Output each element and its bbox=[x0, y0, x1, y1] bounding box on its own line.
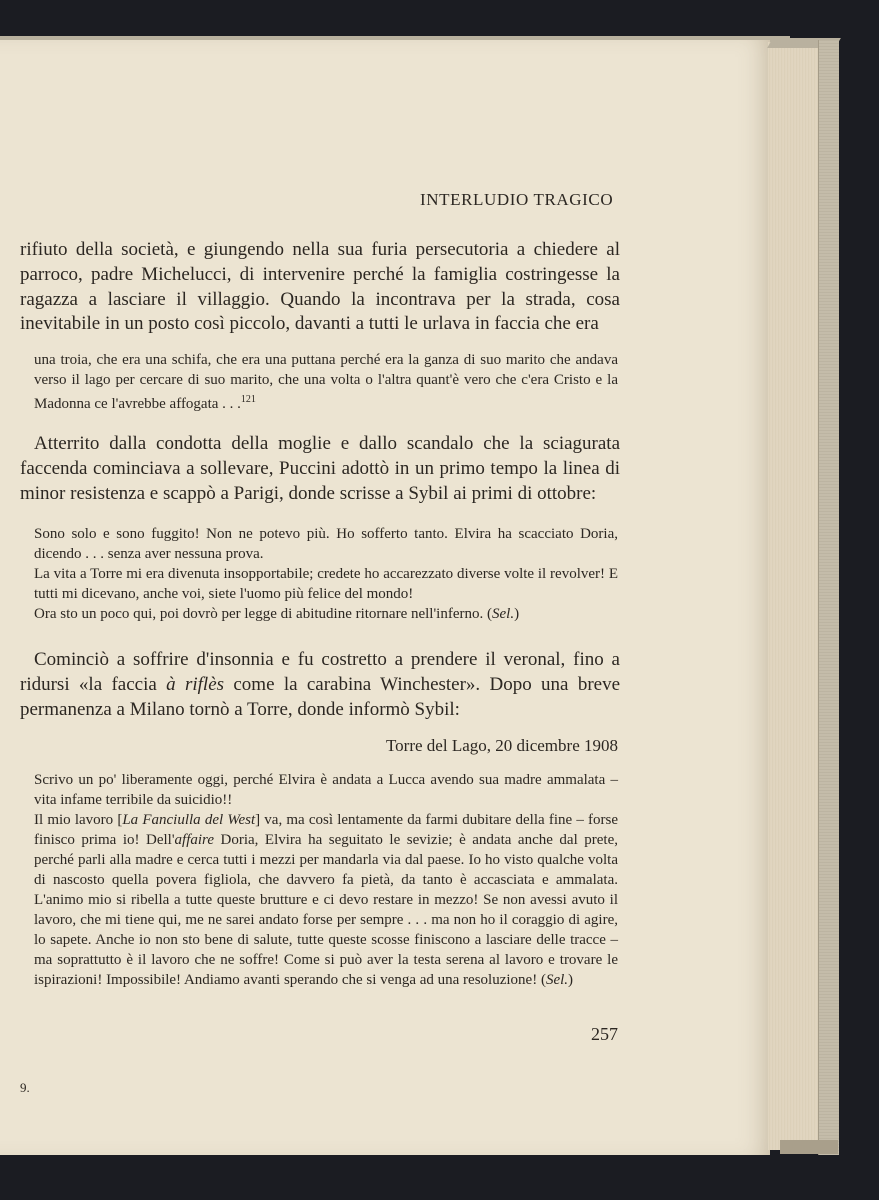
quote-1 bbox=[34, 350, 618, 414]
letter-2-text-b: ] va, ma così lentamente da farmi dubitare della fine – forse finisco prima io! Dell' bbox=[34, 812, 618, 848]
letter-1-line-3-text: Ora sto un poco qui, poi dovrò per legge di abitudine ritornare nell'inferno. ( bbox=[34, 606, 492, 622]
paragraph-2: Atterrito dalla condotta della moglie e dallo scandalo che la sciagurata faccenda cominciava a sollevare, Puccini adottò in un primo tempo la linea di minor resistenza e scappò a Parigi, donde scrisse a Sybil ai primi di ottobre: bbox=[20, 433, 620, 504]
letter-1 bbox=[34, 524, 618, 624]
cover-bottom-corner bbox=[780, 1140, 838, 1154]
letter-1-line-2: La vita a Torre mi era divenuta insopportabile; credete ho accarezzato diverse volte il revolver! E tutti mi dicevano, anche voi, siete l'uomo più felice del mondo! bbox=[34, 566, 618, 602]
letter-2-text-a: Il mio lavoro [ bbox=[34, 812, 123, 828]
letter-1-line-1: Sono solo e sono fuggito! Non ne potevo più. Ho sofferto tanto. Elvira ha scacciato Doria, dicendo . . . senza aver nessuna prova. bbox=[34, 526, 618, 562]
page-number: 257 bbox=[591, 1024, 618, 1044]
letter-2 bbox=[34, 770, 618, 990]
paragraph-3-italic: à riflès bbox=[166, 673, 225, 695]
letter-1-line-3 bbox=[34, 604, 618, 624]
opera-title: La Fanciulla del West bbox=[122, 812, 256, 828]
paragraph-3-part-1: Cominciò a soffrire d'insonnia e fu costretto a prendere il veronal, fino a ridursi «la faccia bbox=[20, 649, 620, 695]
quote-1-text: una troia, che era una schifa, che era una puttana perché era la ganza di suo marito che andava verso il lago per cercare di suo marito, che una volta o l'altra quant'è vero che c'era Cristo e la Madonna ce l'avrebbe affogata . . . bbox=[34, 352, 618, 412]
letter-2-para-2 bbox=[34, 810, 618, 990]
running-header: INTERLUDIO TRAGICO bbox=[420, 190, 614, 209]
signature-mark: 9. bbox=[20, 1080, 30, 1095]
letter-2-text-c: Doria, Elvira ha seguitato le sevizie; è andata anche dal prete, perché parli alla madre e cerca tutti i mezzi per mandarla via dal paese. Io ho visto qualche volta di nascosto quella povera figliola, che davvero fa pietà, da tanto è accasciata e ammalata. L'animo mio si ribella a tutte queste brutture e ci devo restare in mezzo! Se non avessi avuto il lavoro, che mi tiene qui, me ne sarei andato forse per sempre . . . ma non ho il coraggio di agire, lo sapete. Anche io non sto bene di salute, tutte queste scosse finiscono a lasciare delle tracce – ma soprattutto è il lavoro che ne soffre! Come si può aver la testa serena al lavoro e trovare le ispirazioni! Impossibile! Andiamo avanti sperando che si venga ad una resoluzione! ( bbox=[34, 832, 618, 988]
letter-1-line-3-end: ) bbox=[514, 606, 520, 622]
letter-2-para-1: Scrivo un po' liberamente oggi, perché Elvira è andata a Lucca avendo sua madre ammalata – vita infame terribile da suicidio!! bbox=[34, 772, 618, 808]
source-sel: Sel. bbox=[492, 606, 515, 622]
letter-2-text-end: ) bbox=[568, 972, 574, 988]
source-sel-2: Sel. bbox=[545, 972, 569, 988]
paragraph-3 bbox=[20, 648, 620, 722]
paragraph-3-part-2: come la carabina Winchester». Dopo una breve permanenza a Milano tornò a Torre, donde informò Sybil: bbox=[20, 673, 621, 720]
page-edges bbox=[768, 42, 820, 1150]
italic-affaire: affaire bbox=[174, 832, 214, 848]
footnote-ref: 121 bbox=[240, 394, 256, 405]
letter-dateline: Torre del Lago, 20 dicembre 1908 bbox=[385, 736, 618, 755]
book-cover-edge bbox=[818, 40, 839, 1155]
paragraph-1: rifiuto della società, e giungendo nella sua furia persecutoria a chiedere al parroco, padre Michelucci, di intervenire perché la famiglia costringesse la ragazza a lasciare il villaggio. Quando la incontrava per la strada, cosa inevitabile in un posto così piccolo, davanti a tutti le urlava in faccia che era bbox=[20, 239, 620, 335]
